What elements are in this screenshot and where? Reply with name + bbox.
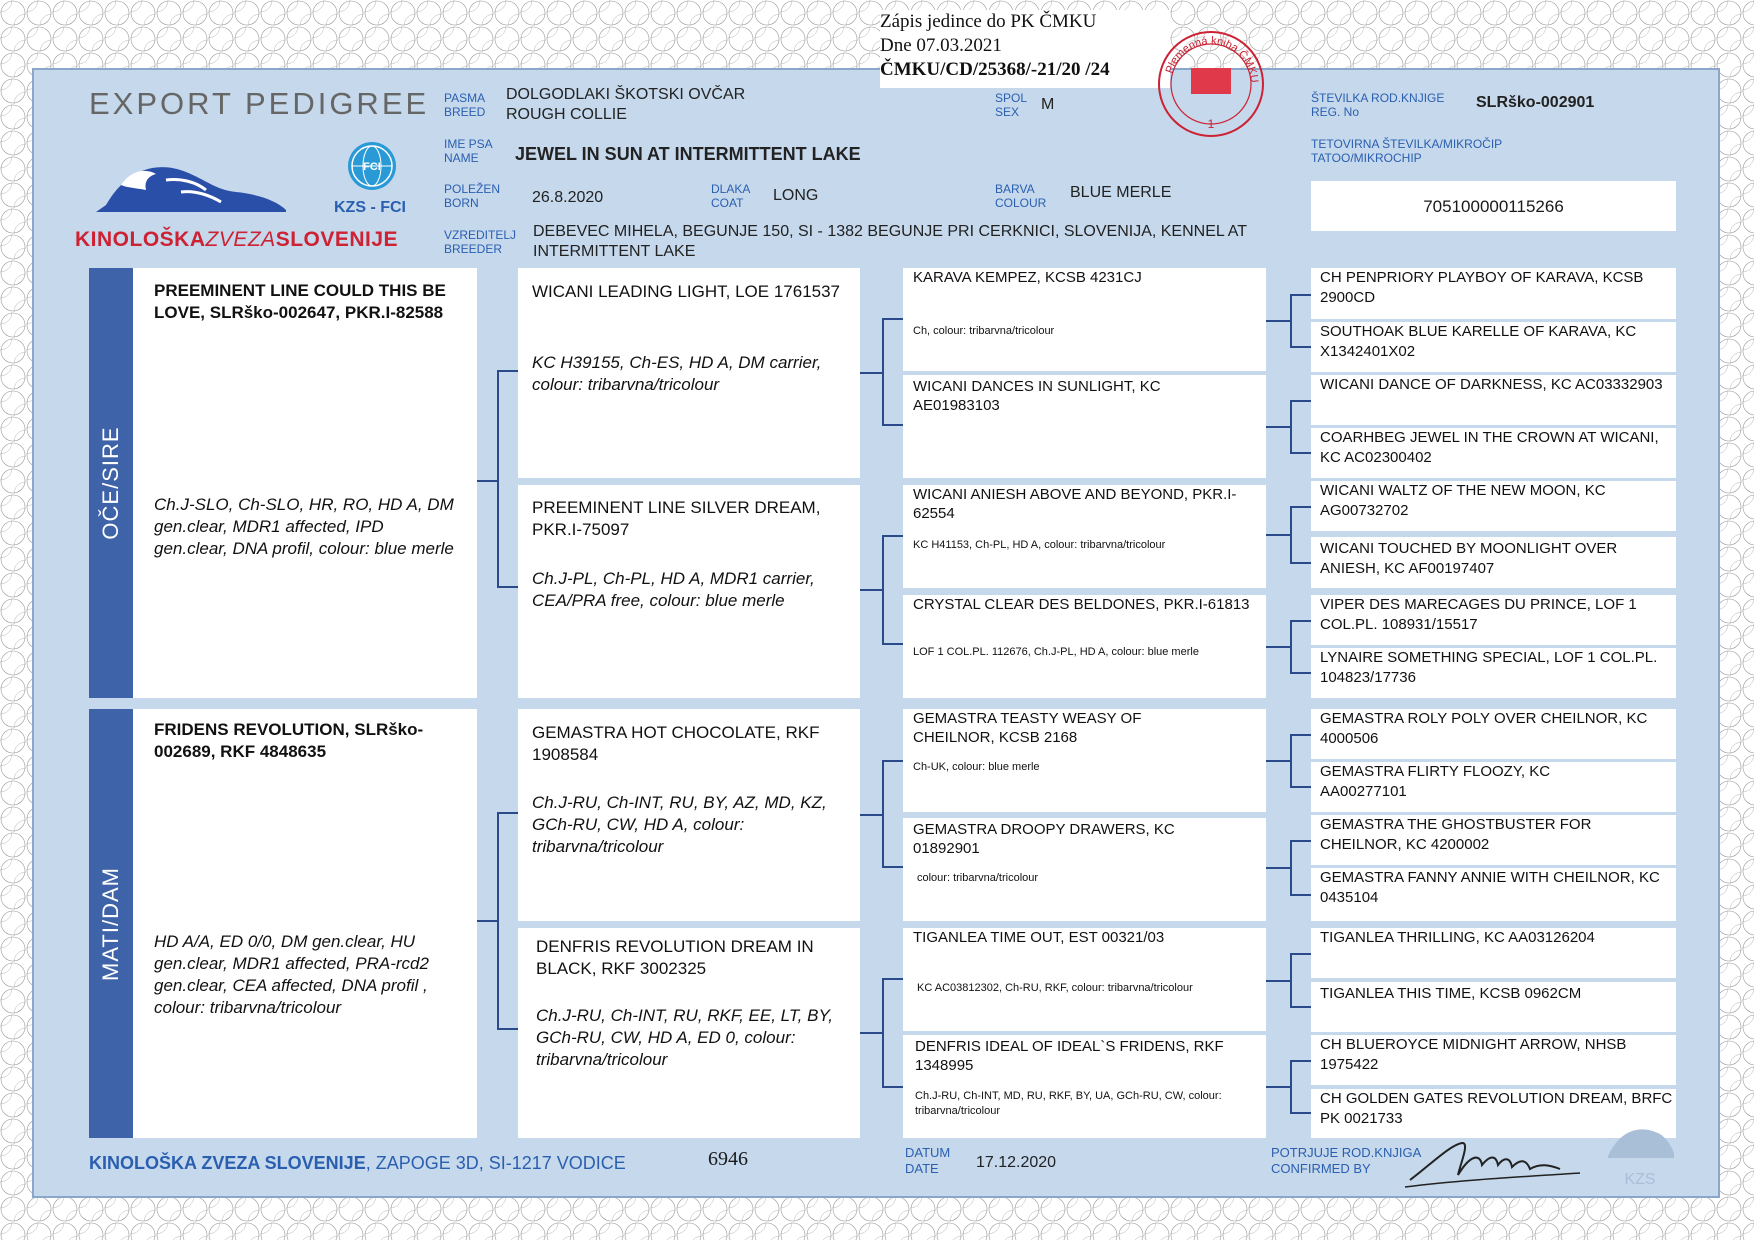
document-number: 6946 bbox=[708, 1148, 748, 1170]
gen3-name: WICANI DANCES IN SUNLIGHT, KC AE01983103 bbox=[913, 378, 1161, 414]
gen2-details: Ch.J-RU, Ch-INT, RU, BY, AZ, MD, KZ, GCh-RU, CW, HD A, colour: tribarvna/tricolour bbox=[532, 793, 827, 856]
reg-label-sl: ŠTEVILKA ROD.KNJIGE bbox=[1311, 91, 1445, 105]
confirm-label-en: CONFIRMED BY bbox=[1271, 1161, 1371, 1176]
gen4-box bbox=[1311, 595, 1676, 645]
org-name-part3: SLOVENIJE bbox=[275, 228, 399, 251]
dam-details: HD A/A, ED 0/0, DM gen.clear, HU gen.clear, MDR1 affected, PRA-rcd2 gen.clear, CEA affected, DNA profil , colour: tribarvna/tricolour bbox=[154, 932, 429, 1017]
chip-box bbox=[1311, 181, 1676, 231]
gen2-name: DENFRIS REVOLUTION DREAM IN BLACK, RKF 3002325 bbox=[536, 937, 814, 978]
stamp-line-1: Zápis jedince do PK ČMKU bbox=[880, 11, 1097, 32]
gen3-box bbox=[903, 268, 1266, 371]
gen3-name: WICANI ANIESH ABOVE AND BEYOND, PKR.I-62554 bbox=[913, 486, 1237, 522]
gen4-name: WICANI WALTZ OF THE NEW MOON, KC AG00732702 bbox=[1320, 482, 1606, 519]
colour-value: BLUE MERLE bbox=[1070, 184, 1172, 201]
registration-stamp bbox=[880, 10, 1170, 88]
sire-sidebar-label: OČE/SIRE bbox=[98, 426, 123, 540]
gen4-name: TIGANLEA THIS TIME, KCSB 0962CM bbox=[1320, 985, 1582, 1002]
gen4-name: TIGANLEA THRILLING, KC AA03126204 bbox=[1320, 929, 1595, 946]
gen3-box bbox=[903, 485, 1266, 588]
gen4-name: WICANI TOUCHED BY MOONLIGHT OVER ANIESH, KC AF00197407 bbox=[1320, 540, 1618, 577]
gen2-box bbox=[518, 485, 860, 698]
chip-number: 705100000115266 bbox=[1423, 197, 1564, 216]
kzs-watermark-icon bbox=[1600, 1110, 1680, 1194]
date-label-en: DATE bbox=[905, 1161, 939, 1176]
breed-value-sl: DOLGODLAKI ŠKOTSKI OVČAR bbox=[506, 86, 746, 103]
name-label-sl: IME PSA bbox=[444, 137, 493, 151]
coat-label-en: COAT bbox=[711, 196, 744, 210]
gen4-box bbox=[1311, 762, 1676, 812]
gen4-name: GEMASTRA THE GHOSTBUSTER FOR CHEILNOR, KC 4200002 bbox=[1320, 816, 1592, 853]
gen3-name: CRYSTAL CLEAR DES BELDONES, PKR.I-61813 bbox=[913, 596, 1250, 613]
gen3-details: Ch-UK, colour: blue merle bbox=[913, 761, 1040, 773]
org-name-part2: ZVEZA bbox=[205, 228, 276, 251]
gen4-box bbox=[1311, 928, 1676, 978]
kzs-dog-logo-icon bbox=[86, 150, 292, 220]
gen4-name: CH BLUEROYCE MIDNIGHT ARROW, NHSB 1975422 bbox=[1320, 1036, 1627, 1073]
breed-label-sl: PASMA bbox=[444, 91, 486, 105]
gen3-details: Ch.J-RU, Ch-INT, MD, RU, RKF, BY, UA, GCh-RU, CW, colour: tribarvna/tricolour bbox=[915, 1090, 1222, 1117]
breeder-label-sl: VZREDITELJ bbox=[444, 228, 517, 242]
born-label-en: BORN bbox=[444, 196, 479, 210]
gen4-box bbox=[1311, 982, 1676, 1032]
signature-icon bbox=[1400, 1125, 1590, 1195]
gen3-name: KARAVA KEMPEZ, KCSB 4231CJ bbox=[913, 269, 1142, 286]
gen3-box bbox=[903, 375, 1266, 478]
reg-number: SLRško-002901 bbox=[1476, 94, 1595, 111]
gen3-box bbox=[903, 818, 1266, 921]
gen4-name: SOUTHOAK BLUE KARELLE OF KARAVA, KC X1342401X02 bbox=[1320, 323, 1637, 360]
document-title: EXPORT PEDIGREE bbox=[89, 86, 430, 121]
date-label-sl: DATUM bbox=[905, 1145, 951, 1160]
gen4-box bbox=[1311, 268, 1676, 319]
org-name-logo bbox=[75, 228, 398, 252]
sex-label-en: SEX bbox=[995, 105, 1020, 119]
gen3-details: LOF 1 COL.PL. 112676, Ch.J-PL, HD A, colour: blue merle bbox=[913, 646, 1199, 658]
svg-text:KZS: KZS bbox=[1624, 1171, 1656, 1188]
cmku-seal-icon bbox=[1155, 28, 1267, 140]
coat-value: LONG bbox=[773, 187, 819, 204]
footer-org: KINOLOŠKA ZVEZA SLOVENIJE bbox=[89, 1153, 366, 1173]
chip-label-en: TATOO/MIKROCHIP bbox=[1311, 151, 1422, 165]
gen4-box bbox=[1311, 322, 1676, 372]
gen4-name: GEMASTRA FLIRTY FLOOZY, KC AA00277101 bbox=[1320, 763, 1551, 800]
gen4-box bbox=[1311, 375, 1676, 425]
coat-label-sl: DLAKA bbox=[711, 182, 751, 196]
gen3-details: KC AC03812302, Ch-RU, RKF, colour: tribarvna/tricolour bbox=[917, 982, 1193, 994]
gen2-name: GEMASTRA HOT CHOCOLATE, RKF 1908584 bbox=[532, 723, 820, 764]
gen2-box bbox=[518, 709, 860, 921]
born-label-sl: POLEŽEN bbox=[444, 182, 501, 196]
footer-address bbox=[89, 1153, 626, 1174]
kzs-fci-label: KZS - FCI bbox=[334, 199, 406, 216]
gen4-name: VIPER DES MARECAGES DU PRINCE, LOF 1 COL.PL. 108931/15517 bbox=[1320, 596, 1637, 633]
sire-box bbox=[133, 268, 477, 698]
gen4-box bbox=[1311, 709, 1676, 759]
gen3-name: GEMASTRA TEASTY WEASY OF CHEILNOR, KCSB 2168 bbox=[913, 710, 1142, 746]
gen4-box bbox=[1311, 537, 1676, 588]
gen3-name: DENFRIS IDEAL OF IDEAL`S FRIDENS, RKF 1348995 bbox=[915, 1038, 1224, 1074]
sire-details: Ch.J-SLO, Ch-SLO, HR, RO, HD A, DM gen.clear, MDR1 affected, IPD gen.clear, DNA profil, colour: blue merle bbox=[154, 495, 454, 558]
gen4-name: WICANI DANCE OF DARKNESS, KC AC03332903 bbox=[1320, 376, 1663, 393]
gen2-details: KC H39155, Ch-ES, HD A, DM carrier, colour: tribarvna/tricolour bbox=[532, 353, 822, 394]
colour-label-sl: BARVA bbox=[995, 182, 1035, 196]
born-value: 26.8.2020 bbox=[532, 189, 604, 206]
stamp-line-2: Dne 07.03.2021 bbox=[880, 35, 1002, 56]
colour-label-en: COLOUR bbox=[995, 196, 1047, 210]
gen4-box bbox=[1311, 648, 1676, 698]
dam-box bbox=[133, 709, 477, 1138]
svg-text:1: 1 bbox=[1207, 117, 1215, 131]
gen2-name: PREEMINENT LINE SILVER DREAM, PKR.I-75097 bbox=[532, 498, 821, 539]
gen4-box bbox=[1311, 815, 1676, 865]
dog-name: JEWEL IN SUN AT INTERMITTENT LAKE bbox=[515, 144, 861, 164]
footer-address-text: , ZAPOGE 3D, SI-1217 VODICE bbox=[365, 1153, 626, 1173]
svg-text:Plemenná kniha ČMKU: Plemenná kniha ČMKU bbox=[1163, 34, 1261, 84]
org-name-part1: KINOLOŠKA bbox=[75, 228, 206, 251]
gen3-box bbox=[903, 928, 1266, 1031]
gen4-name: LYNAIRE SOMETHING SPECIAL, LOF 1 COL.PL. 104823/17736 bbox=[1320, 649, 1658, 686]
gen2-name: WICANI LEADING LIGHT, LOE 1761537 bbox=[532, 282, 841, 301]
issue-date: 17.12.2020 bbox=[976, 1154, 1057, 1171]
fci-globe-icon bbox=[346, 140, 398, 192]
gen4-box bbox=[1311, 428, 1676, 478]
dam-name: FRIDENS REVOLUTION, SLRško-002689, RKF 4848635 bbox=[154, 720, 424, 761]
gen3-box bbox=[903, 709, 1266, 812]
gen4-name: GEMASTRA FANNY ANNIE WITH CHEILNOR, KC 0435104 bbox=[1320, 869, 1660, 906]
gen3-box bbox=[903, 595, 1266, 698]
gen4-box bbox=[1311, 1035, 1676, 1085]
gen2-details: Ch.J-RU, Ch-INT, RU, RKF, EE, LT, BY, GCh-RU, CW, HD A, ED 0, colour: tribarvna/tricolour bbox=[536, 1006, 833, 1069]
gen3-name: TIGANLEA TIME OUT, EST 00321/03 bbox=[913, 929, 1165, 946]
gen4-name: CH GOLDEN GATES REVOLUTION DREAM, BRFC PK 0021733 bbox=[1320, 1090, 1673, 1127]
gen2-box bbox=[518, 928, 860, 1138]
gen3-details: Ch, colour: tribarvna/tricolour bbox=[913, 325, 1055, 337]
confirm-label-sl: POTRJUJE ROD.KNJIGA bbox=[1271, 1145, 1422, 1160]
gen2-box bbox=[518, 268, 860, 478]
gen4-box bbox=[1311, 481, 1676, 531]
breed-label-en: BREED bbox=[444, 105, 486, 119]
reg-label-en: REG. No bbox=[1311, 105, 1360, 119]
sex-label-sl: SPOL bbox=[995, 91, 1028, 105]
dam-sidebar-label: MATI/DAM bbox=[98, 866, 123, 981]
stamp-line-3: ČMKU/CD/25368/-21/20 bbox=[880, 59, 1081, 80]
gen3-box bbox=[903, 1035, 1266, 1138]
gen3-details: colour: tribarvna/tricolour bbox=[917, 872, 1039, 884]
gen4-name: GEMASTRA ROLY POLY OVER CHEILNOR, KC 4000506 bbox=[1320, 710, 1648, 747]
gen4-name: COARHBEG JEWEL IN THE CROWN AT WICANI, KC AC02300402 bbox=[1320, 429, 1659, 466]
svg-text:FCI: FCI bbox=[363, 161, 381, 173]
sire-sidebar bbox=[89, 268, 133, 698]
dam-sidebar bbox=[89, 709, 133, 1138]
sex-value: M bbox=[1041, 96, 1055, 113]
chip-label-sl: TETOVIRNA ŠTEVILKA/MIKROČIP bbox=[1311, 137, 1503, 151]
gen3-details: KC H41153, Ch-PL, HD A, colour: tribarvna/tricolour bbox=[913, 539, 1166, 551]
gen3-name: GEMASTRA DROOPY DRAWERS, KC 01892901 bbox=[913, 821, 1175, 857]
breeder-value: DEBEVEC MIHELA, BEGUNJE 150, SI - 1382 BEGUNJE PRI CERKNICI, SLOVENIJA, KENNEL AT INTERMITTENT LAKE bbox=[533, 223, 1247, 260]
breeder-label-en: BREEDER bbox=[444, 242, 503, 256]
gen4-name: CH PENPRIORY PLAYBOY OF KARAVA, KCSB 2900CD bbox=[1320, 269, 1644, 306]
breed-value-en: ROUGH COLLIE bbox=[506, 106, 627, 123]
stamp-line-3-suffix: /24 bbox=[1085, 59, 1110, 80]
gen2-details: Ch.J-PL, Ch-PL, HD A, MDR1 carrier, CEA/PRA free, colour: blue merle bbox=[532, 569, 815, 610]
gen4-box bbox=[1311, 868, 1676, 921]
name-label-en: NAME bbox=[444, 151, 479, 165]
sire-name: PREEMINENT LINE COULD THIS BE LOVE, SLRško-002647, PKR.I-82588 bbox=[154, 281, 446, 322]
